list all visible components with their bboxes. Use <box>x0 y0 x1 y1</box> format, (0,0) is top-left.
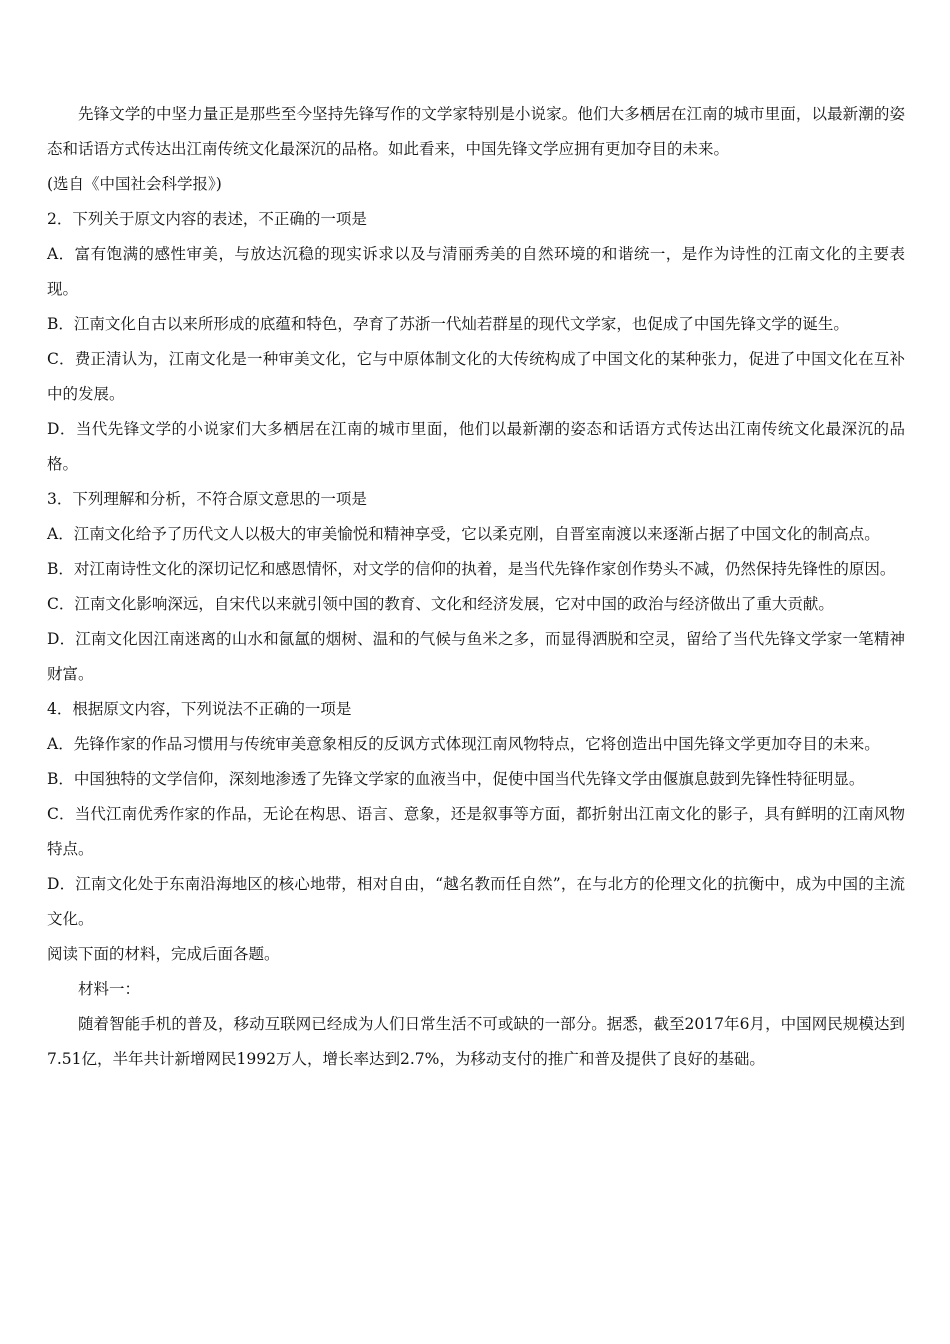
paragraph: A．富有饱满的感性审美，与放达沉稳的现实诉求以及与清丽秀美的自然环境的和谐统一，是作为诗性的江南文化的主要表现。 <box>47 245 905 298</box>
paragraph: (选自《中国社会科学报》) <box>47 175 222 193</box>
paragraph: B．中国独特的文学信仰，深刻地渗透了先锋文学家的血液当中，促使中国当代先锋文学由偃旗息鼓到先锋性特征明显。 <box>47 770 865 788</box>
paragraph: A．江南文化给予了历代文人以极大的审美愉悦和精神享受，它以柔克刚，自晋室南渡以来逐渐占据了中国文化的制高点。 <box>47 525 880 543</box>
paragraph: A．先锋作家的作品习惯用与传统审美意象相反的反讽方式体现江南风物特点，它将创造出中国先锋文学更加夺目的未来。 <box>47 735 880 753</box>
paragraph: C．当代江南优秀作家的作品，无论在构思、语言、意象，还是叙事等方面，都折射出江南文化的影子，具有鲜明的江南风物特点。 <box>47 805 905 858</box>
paragraph: 阅读下面的材料，完成后面各题。 <box>47 945 280 963</box>
paragraph: B．对江南诗性文化的深切记忆和感恩情怀，对文学的信仰的执着，是当代先锋作家创作势头不减，仍然保持先锋性的原因。 <box>47 560 896 578</box>
paragraph: D．江南文化因江南迷离的山水和氤氲的烟树、温和的气候与鱼米之多，而显得洒脱和空灵，留给了当代先锋文学家一笔精神财富。 <box>47 630 905 683</box>
paragraph: 3．下列理解和分析，不符合原文意思的一项是 <box>47 490 367 508</box>
paragraph: B．江南文化自古以来所形成的底蕴和特色，孕育了苏浙一代灿若群星的现代文学家，也促成了中国先锋文学的诞生。 <box>47 315 849 333</box>
paragraph: C．江南文化影响深远，自宋代以来就引领中国的教育、文化和经济发展，它对中国的政治与经济做出了重大贡献。 <box>47 595 834 613</box>
paragraph: D．江南文化处于东南沿海地区的核心地带，相对自由，“越名教而任自然”，在与北方的伦理文化的抗衡中，成为中国的主流文化。 <box>47 875 905 928</box>
document-page <box>47 97 905 1077</box>
paragraph: 2．下列关于原文内容的表述，不正确的一项是 <box>47 210 367 228</box>
paragraph: 随着智能手机的普及，移动互联网已经成为人们日常生活不可或缺的一部分。据悉，截至2017年6月，中国网民规模达到7.51亿，半年共计新增网民1992万人，增长率达到2.7%，为移动支付的推广和普及提供了良好的基础。 <box>47 1015 905 1068</box>
paragraph: D．当代先锋文学的小说家们大多栖居在江南的城市里面，他们以最新潮的姿态和话语方式传达出江南传统文化最深沉的品格。 <box>47 420 905 473</box>
paragraph: 4．根据原文内容，下列说法不正确的一项是 <box>47 700 352 718</box>
paragraph: 材料一： <box>78 980 141 998</box>
paragraph: 先锋文学的中坚力量正是那些至今坚持先锋写作的文学家特别是小说家。他们大多栖居在江南的城市里面，以最新潮的姿态和话语方式传达出江南传统文化最深沉的品格。如此看来，中国先锋文学应拥有更加夺目的未来。 <box>47 105 905 158</box>
paragraph: C．费正清认为，江南文化是一种审美文化，它与中原体制文化的大传统构成了中国文化的某种张力，促进了中国文化在互补中的发展。 <box>47 350 905 403</box>
